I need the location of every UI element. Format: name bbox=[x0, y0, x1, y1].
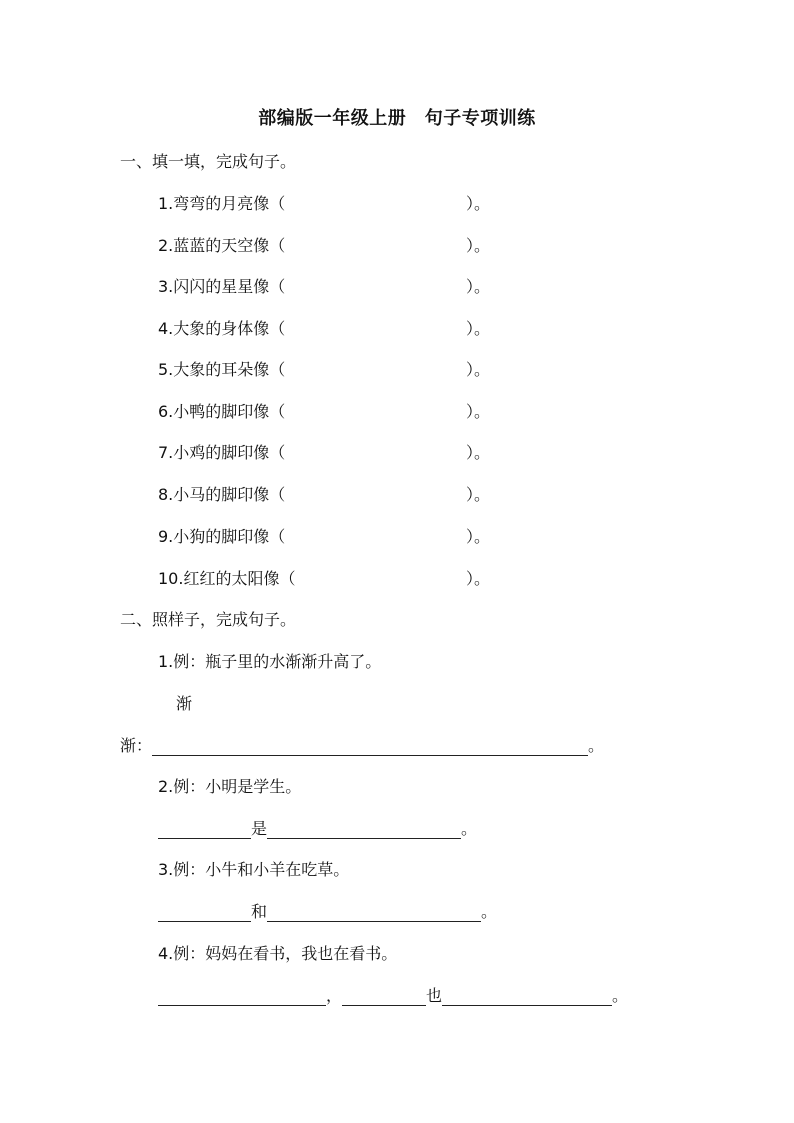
list-item-3: 3.闪闪的星星像（ bbox=[158, 277, 286, 296]
answer-1-row bbox=[120, 733, 604, 756]
answer-4-blank-a[interactable] bbox=[158, 987, 326, 1006]
answer-1-blank[interactable] bbox=[152, 737, 588, 756]
answer-2-blank-a[interactable] bbox=[158, 820, 251, 839]
answer-3-end: 。 bbox=[481, 902, 498, 921]
answer-4-blank-c[interactable] bbox=[442, 987, 612, 1006]
example-1: 1.例：瓶子里的水渐渐升高了。 bbox=[158, 652, 382, 671]
answer-2-end: 。 bbox=[461, 819, 478, 838]
answer-4-mid: 也 bbox=[426, 986, 443, 1005]
list-item-6-close: ）。 bbox=[466, 402, 491, 421]
answer-3-blank-a[interactable] bbox=[158, 903, 251, 922]
list-item-8: 8.小马的脚印像（ bbox=[158, 485, 286, 504]
section-2-heading: 二、照样子，完成句子。 bbox=[120, 610, 297, 629]
list-item-9-close: ）。 bbox=[466, 527, 491, 546]
example-4: 4.例：妈妈在看书，我也在看书。 bbox=[158, 944, 398, 963]
list-item-4: 4.大象的身体像（ bbox=[158, 319, 286, 338]
list-item-3-close: ）。 bbox=[466, 277, 491, 296]
list-item-9: 9.小狗的脚印像（ bbox=[158, 527, 286, 546]
example-1-word-line: 渐 bbox=[176, 694, 193, 713]
answer-2-row bbox=[158, 816, 477, 839]
list-item-2-close: ）。 bbox=[466, 236, 491, 255]
example-2: 2.例：小明是学生。 bbox=[158, 777, 302, 796]
list-item-6: 6.小鸭的脚印像（ bbox=[158, 402, 286, 421]
answer-4-blank-b[interactable] bbox=[342, 987, 426, 1006]
list-item-7-close: ）。 bbox=[466, 443, 491, 462]
list-item-1: 1.弯弯的月亮像（ bbox=[158, 194, 286, 213]
section-1-heading: 一、填一填，完成句子。 bbox=[120, 152, 297, 171]
answer-3-mid: 和 bbox=[251, 902, 268, 921]
answer-1-end: 。 bbox=[588, 736, 605, 755]
answer-4-row bbox=[158, 983, 628, 1006]
answer-3-row bbox=[158, 899, 497, 922]
answer-2-blank-b[interactable] bbox=[267, 820, 461, 839]
answer-1-prefix: 渐： bbox=[120, 736, 153, 755]
list-item-1-close: ）。 bbox=[466, 194, 491, 213]
list-item-4-close: ）。 bbox=[466, 319, 491, 338]
list-item-5: 5.大象的耳朵像（ bbox=[158, 360, 286, 379]
list-item-10: 10.红红的太阳像（ bbox=[158, 569, 296, 588]
answer-4-end: 。 bbox=[612, 986, 629, 1005]
list-item-10-close: ）。 bbox=[466, 569, 491, 588]
list-item-5-close: ）。 bbox=[466, 360, 491, 379]
answer-2-mid: 是 bbox=[251, 819, 268, 838]
example-3: 3.例：小牛和小羊在吃草。 bbox=[158, 860, 350, 879]
list-item-8-close: ）。 bbox=[466, 485, 491, 504]
page-title: 部编版一年级上册 句子专项训练 bbox=[258, 108, 536, 129]
list-item-2: 2.蓝蓝的天空像（ bbox=[158, 236, 286, 255]
answer-4-comma: ， bbox=[326, 986, 343, 1005]
answer-3-blank-b[interactable] bbox=[267, 903, 481, 922]
list-item-7: 7.小鸡的脚印像（ bbox=[158, 443, 286, 462]
